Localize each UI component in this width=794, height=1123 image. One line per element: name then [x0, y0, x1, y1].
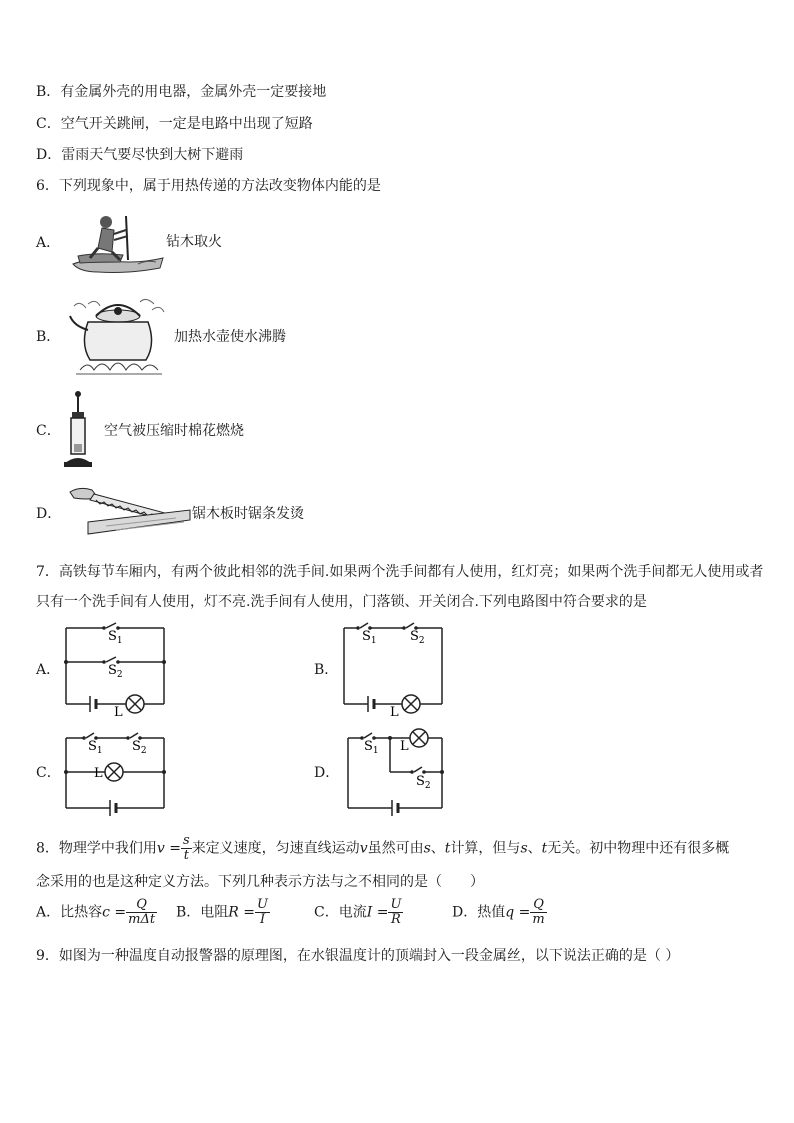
q8-text: 计算，但与 — [450, 840, 521, 857]
circuit-diagram-c — [60, 728, 170, 824]
q6-stem: 6．下列现象中，属于用热传递的方法改变物体内能的是 — [36, 178, 381, 194]
lamp-label: L — [390, 705, 399, 720]
lamp-label: L — [400, 739, 409, 754]
formula-lhs: I = — [366, 904, 389, 921]
q8-stem-line2: 念采用的也是这种定义方法。下列几种表示方法与之不相同的是（ ） — [36, 874, 484, 890]
formula-lhs: q = — [505, 904, 531, 921]
q8-s: s — [423, 840, 431, 857]
fraction-numerator: s — [183, 833, 190, 848]
fraction-denominator: R — [391, 912, 401, 927]
fraction-numerator: U — [257, 897, 268, 912]
q7-option-b-label: B． — [314, 662, 339, 678]
q8-text: 8．物理学中我们用 — [36, 840, 157, 857]
lamp-label: L — [114, 705, 123, 720]
fraction-denominator: mΔt — [128, 912, 156, 927]
q8-t: t — [541, 840, 548, 857]
switch-s2-label: $S_2$ — [132, 739, 147, 756]
kettle-on-fire-illustration — [66, 296, 170, 378]
lamp-label: L — [94, 766, 103, 781]
q8-v: v — [359, 840, 368, 857]
circuit-diagram-b — [340, 620, 450, 720]
q8-t: t — [444, 840, 451, 857]
fraction-denominator: I — [259, 912, 266, 927]
circuit-diagram-a — [60, 620, 170, 720]
formula-fraction — [255, 898, 270, 927]
sawing-wood-illustration — [66, 482, 194, 540]
q5-option-d: D．雷雨天气要尽快到大树下避雨 — [36, 147, 244, 163]
formula-fraction — [126, 898, 157, 927]
circuit-diagram-d — [340, 728, 450, 824]
q8-s: s — [520, 840, 528, 857]
formula-fraction — [530, 898, 546, 927]
fraction-denominator: t — [183, 848, 189, 863]
switch-s1-label: $S_1$ — [88, 739, 103, 756]
q8-option-a — [36, 898, 157, 927]
fraction-numerator: U — [390, 897, 402, 912]
fire-syringe-illustration — [62, 388, 94, 470]
q8-velocity-fraction — [181, 834, 192, 863]
formula-lhs: R = — [228, 904, 256, 921]
q7-option-d-label: D． — [314, 765, 340, 781]
q8-option-b — [176, 898, 270, 927]
q7-stem-line2: 只有一个洗手间有人使用，灯不亮.洗手间有人使用，门落锁、开关闭合.下列电路图中符合要求的是 — [36, 594, 647, 610]
q8-text: 虽然可由 — [367, 840, 424, 857]
q5-option-b: B．有金属外壳的用电器，金属外壳一定要接地 — [36, 84, 327, 100]
q7-option-a-label: A． — [36, 662, 61, 678]
option-label: C．电流 — [314, 904, 367, 921]
q8-stem-line1 — [36, 834, 729, 863]
switch-s2-label: $S_2$ — [108, 663, 123, 680]
formula-fraction — [388, 898, 403, 927]
q6-option-c-label: C． — [36, 423, 61, 439]
fraction-numerator: Q — [126, 898, 157, 913]
option-label: A．比热容 — [36, 904, 103, 921]
switch-s1-label: $S_1$ — [108, 629, 123, 646]
switch-s2-label: $S_2$ — [410, 629, 425, 646]
q8-sep: 、 — [430, 840, 445, 857]
q6-option-d-label: D． — [36, 506, 62, 522]
formula-lhs: c = — [102, 904, 127, 921]
q6-option-b-label: B． — [36, 329, 61, 345]
fraction-numerator: Q — [530, 898, 546, 913]
q8-sep: 、 — [527, 840, 542, 857]
q5-option-c: C．空气开关跳闸，一定是电路中出现了短路 — [36, 116, 313, 132]
q6-option-a-label: A． — [36, 235, 61, 251]
drilling-wood-illustration — [68, 206, 168, 278]
option-label: B．电阻 — [176, 904, 229, 921]
q8-option-c — [314, 898, 403, 927]
q8-text: 来定义速度，匀速直线运动 — [191, 840, 360, 857]
q9-stem: 9．如图为一种温度自动报警器的原理图，在水银温度计的顶端封入一段金属丝，以下说法正确的是（ ） — [36, 948, 680, 964]
switch-s1-label: $S_1$ — [362, 629, 377, 646]
fraction-denominator: m — [532, 912, 545, 927]
q6-option-c-caption: 空气被压缩时棉花燃烧 — [104, 423, 244, 439]
switch-s1-label: $S_1$ — [364, 739, 379, 756]
q6-option-a-caption: 钻木取火 — [166, 234, 222, 250]
q7-option-c-label: C． — [36, 765, 61, 781]
q8-option-d — [452, 898, 547, 927]
q8-v-equals: v = — [156, 840, 182, 857]
option-label: D．热值 — [452, 904, 506, 921]
q7-stem-line1: 7．高铁每节车厢内，有两个彼此相邻的洗手间.如果两个洗手间都有人使用，红灯亮；如果两个洗手间都无人使用或者 — [36, 564, 764, 580]
q6-option-d-caption: 锯木板时锯条发烫 — [192, 506, 304, 522]
q8-text: 无关。初中物理中还有很多概 — [547, 840, 730, 857]
switch-s2-label: $S_2$ — [416, 774, 431, 791]
q6-option-b-caption: 加热水壶使水沸腾 — [174, 329, 286, 345]
